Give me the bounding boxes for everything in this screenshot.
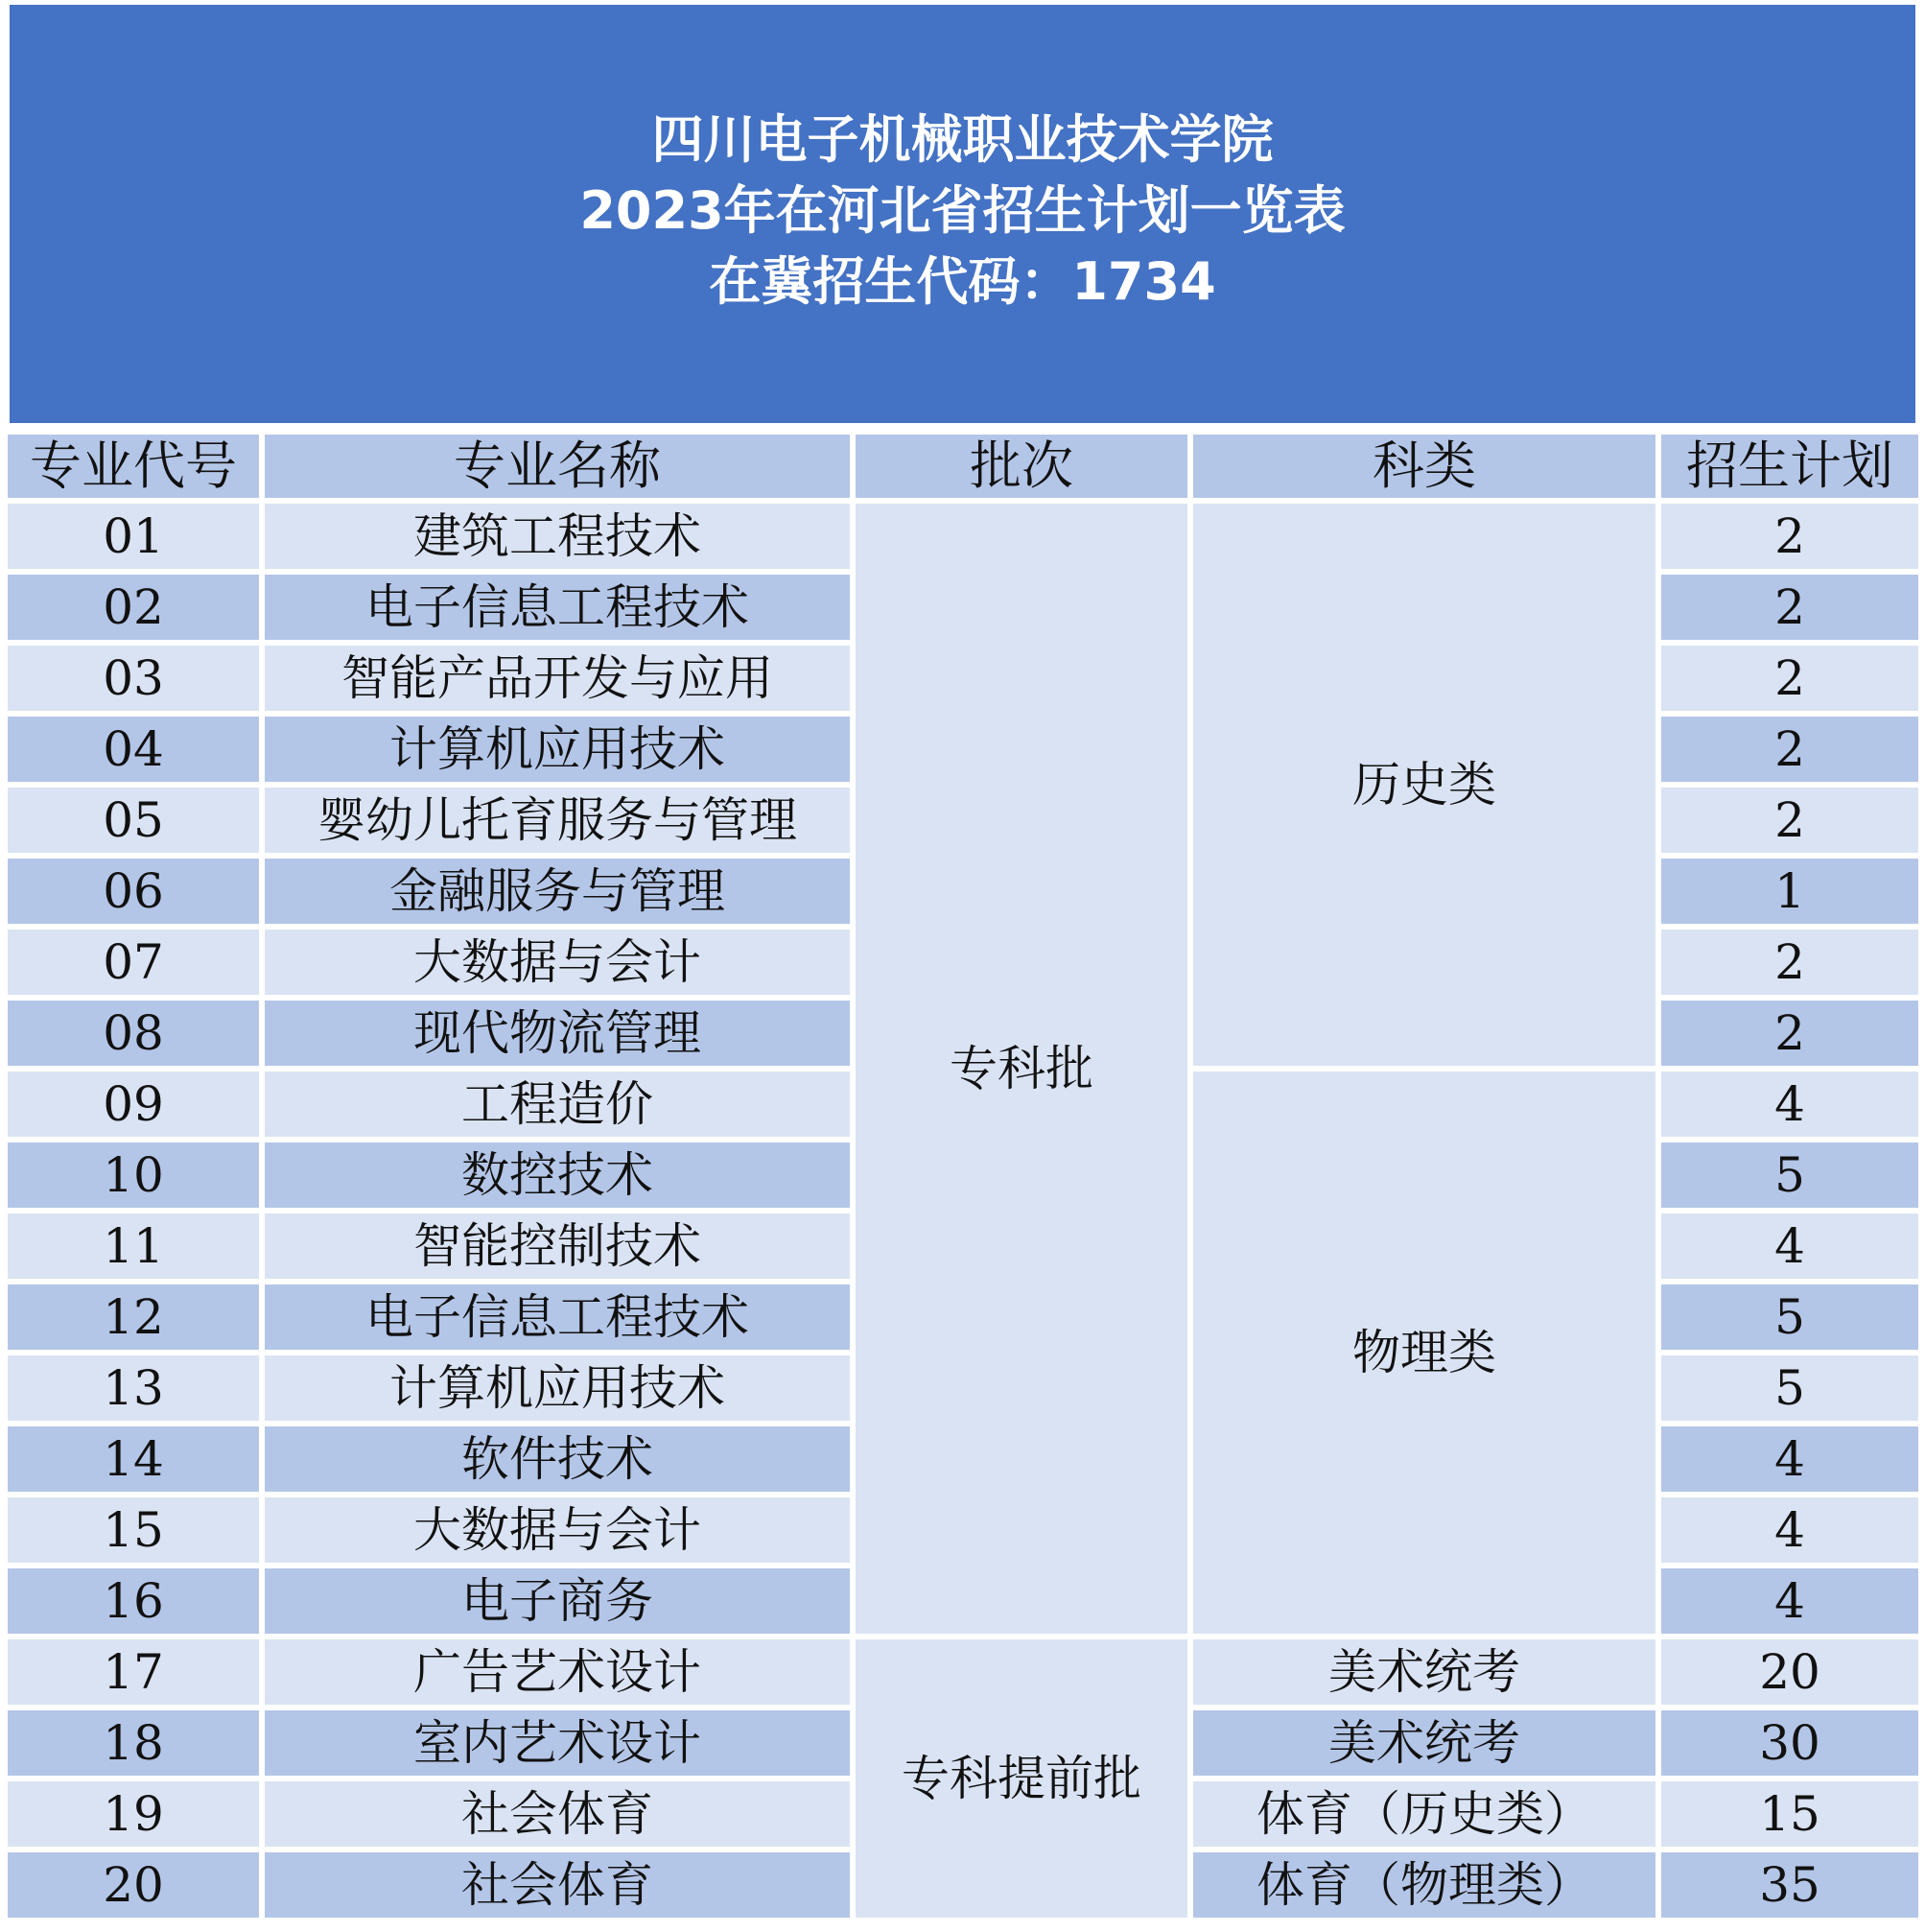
plan-count: 5 — [1661, 1284, 1918, 1350]
enrollment-code: 在冀招生代码：1734 — [709, 251, 1216, 312]
batch-cell: 专科提前批 — [856, 1639, 1187, 1918]
major-code: 19 — [8, 1781, 259, 1847]
major-name: 社会体育 — [265, 1852, 850, 1918]
plan-count: 2 — [1661, 1001, 1918, 1066]
plan-count: 2 — [1661, 717, 1918, 782]
major-name: 室内艺术设计 — [265, 1710, 850, 1776]
category-cell: 体育（历史类） — [1193, 1781, 1655, 1847]
plan-count: 4 — [1661, 1568, 1918, 1634]
major-code: 18 — [8, 1710, 259, 1776]
major-name: 社会体育 — [265, 1781, 850, 1847]
major-name: 现代物流管理 — [265, 1001, 850, 1066]
major-code: 05 — [8, 788, 259, 853]
major-code: 10 — [8, 1143, 259, 1208]
category-cell: 体育（物理类） — [1193, 1852, 1655, 1918]
header-category: 科类 — [1193, 435, 1655, 498]
major-code: 01 — [8, 504, 259, 569]
plan-count: 4 — [1661, 1497, 1918, 1563]
major-name: 大数据与会计 — [265, 1497, 850, 1563]
plan-count: 30 — [1661, 1710, 1918, 1776]
category-cell: 物理类 — [1193, 1072, 1655, 1634]
title-banner — [10, 5, 1915, 423]
major-code: 12 — [8, 1284, 259, 1350]
major-code: 07 — [8, 930, 259, 995]
major-code: 03 — [8, 646, 259, 711]
plan-count: 20 — [1661, 1639, 1918, 1705]
major-code: 09 — [8, 1072, 259, 1137]
plan-count: 2 — [1661, 930, 1918, 995]
plan-count: 5 — [1661, 1143, 1918, 1208]
major-name: 计算机应用技术 — [265, 717, 850, 782]
major-code: 16 — [8, 1568, 259, 1634]
major-name: 电子信息工程技术 — [265, 1284, 850, 1350]
major-name: 智能控制技术 — [265, 1213, 850, 1279]
major-name: 金融服务与管理 — [265, 859, 850, 924]
plan-count: 5 — [1661, 1355, 1918, 1421]
batch-cell: 专科批 — [856, 504, 1187, 1634]
major-code: 02 — [8, 575, 259, 640]
major-code: 06 — [8, 859, 259, 924]
table-row — [8, 1639, 1918, 1705]
major-code: 15 — [8, 1497, 259, 1563]
major-name: 工程造价 — [265, 1072, 850, 1137]
enrollment-plan-table — [2, 429, 1924, 1923]
header-name: 专业名称 — [265, 435, 850, 498]
table-row — [8, 504, 1918, 569]
major-name: 软件技术 — [265, 1426, 850, 1492]
plan-count: 2 — [1661, 646, 1918, 711]
plan-count: 2 — [1661, 504, 1918, 569]
plan-count: 2 — [1661, 788, 1918, 853]
category-cell: 美术统考 — [1193, 1710, 1655, 1776]
category-cell: 美术统考 — [1193, 1639, 1655, 1705]
header-batch: 批次 — [856, 435, 1187, 498]
plan-count: 4 — [1661, 1426, 1918, 1492]
plan-count: 1 — [1661, 859, 1918, 924]
major-code: 17 — [8, 1639, 259, 1705]
major-name: 电子商务 — [265, 1568, 850, 1634]
school-name: 四川电子机械职业技术学院 — [651, 109, 1274, 170]
table-header-row — [8, 435, 1918, 498]
header-plan: 招生计划 — [1661, 435, 1918, 498]
major-code: 13 — [8, 1355, 259, 1421]
major-code: 20 — [8, 1852, 259, 1918]
major-code: 08 — [8, 1001, 259, 1066]
plan-count: 4 — [1661, 1213, 1918, 1279]
plan-count: 15 — [1661, 1781, 1918, 1847]
major-name: 建筑工程技术 — [265, 504, 850, 569]
major-code: 11 — [8, 1213, 259, 1279]
major-name: 智能产品开发与应用 — [265, 646, 850, 711]
plan-title: 2023年在河北省招生计划一览表 — [579, 180, 1346, 241]
category-cell: 历史类 — [1193, 504, 1655, 1066]
major-name: 数控技术 — [265, 1143, 850, 1208]
major-name: 电子信息工程技术 — [265, 575, 850, 640]
major-code: 14 — [8, 1426, 259, 1492]
plan-count: 2 — [1661, 575, 1918, 640]
major-name: 广告艺术设计 — [265, 1639, 850, 1705]
plan-count: 35 — [1661, 1852, 1918, 1918]
major-code: 04 — [8, 717, 259, 782]
plan-count: 4 — [1661, 1072, 1918, 1137]
major-name: 计算机应用技术 — [265, 1355, 850, 1421]
header-code: 专业代号 — [8, 435, 259, 498]
major-name: 大数据与会计 — [265, 930, 850, 995]
major-name: 婴幼儿托育服务与管理 — [265, 788, 850, 853]
